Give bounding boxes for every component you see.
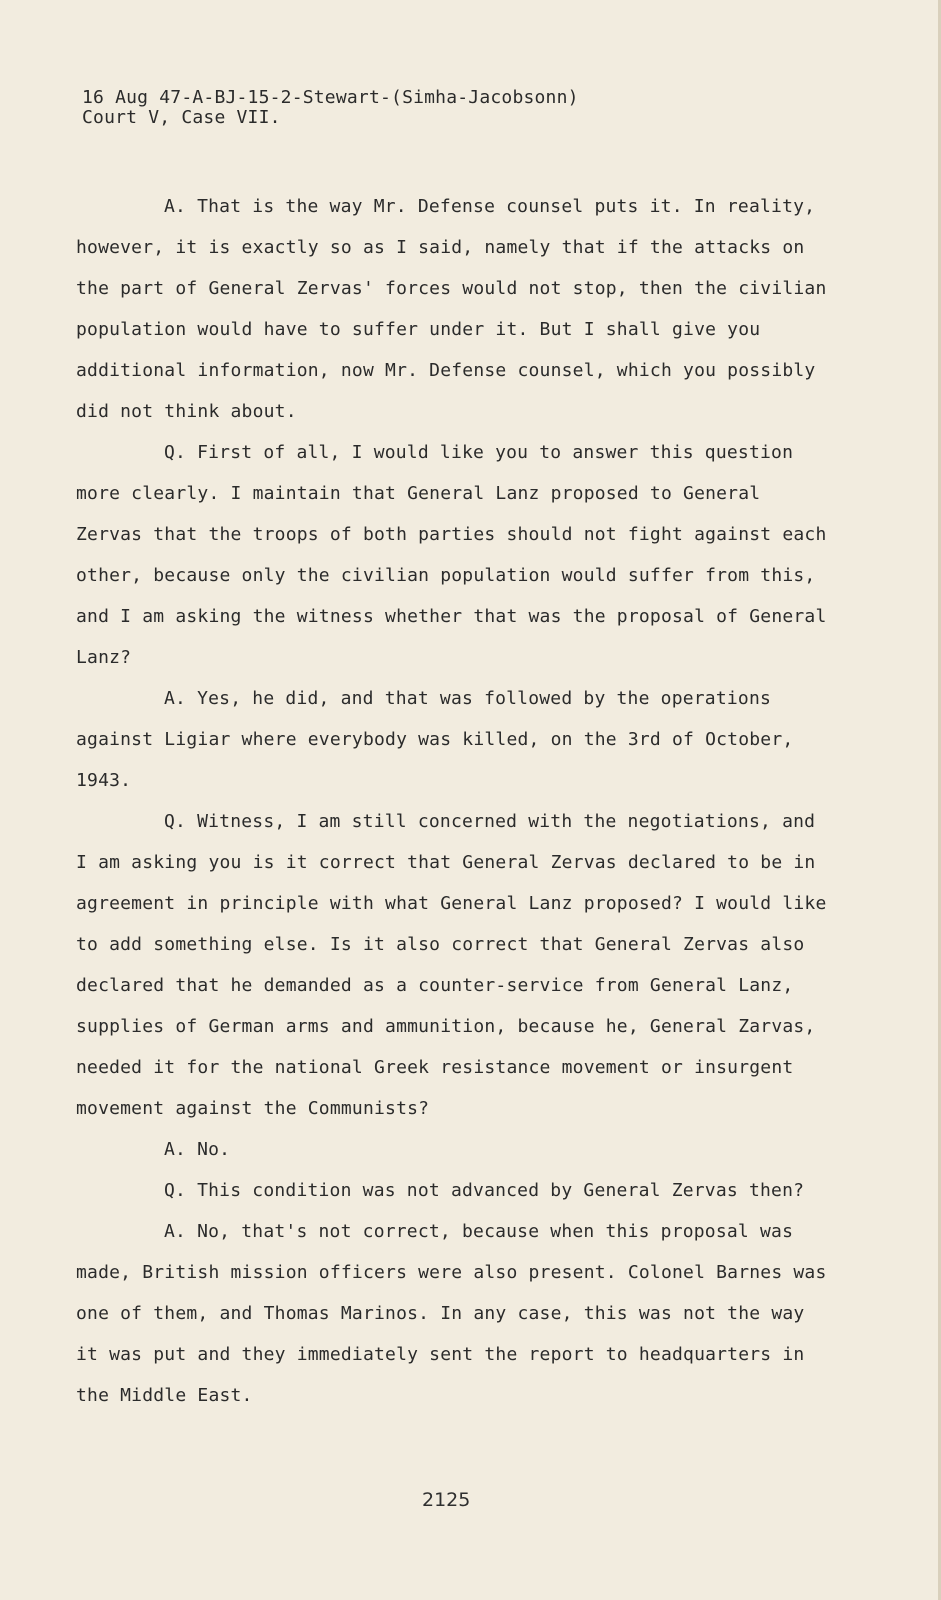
answer-paragraph: A. Yes, he did, and that was followed by the operations against Ligiar where everybody was killed, on the 3rd of October, 1943. — [76, 688, 794, 791]
question-paragraph: Q. This condition was not advanced by General Zervas then? — [164, 1180, 805, 1201]
answer-paragraph: A. No. — [164, 1139, 231, 1160]
transcript-body — [76, 186, 836, 1416]
answer-paragraph: A. That is the way Mr. Defense counsel puts it. In reality, however, it is exactly so as I said, namely that if the attacks on the part of General Zervas' forces would not stop, then the civilian population would have to suffer under it. But I shall give you additional information, now Mr. Defense counsel, which you possibly did not think about. — [76, 196, 827, 422]
page-number: 2125 — [422, 1489, 471, 1511]
document-header — [82, 88, 579, 128]
header-reference-line: 16 Aug 47-A-BJ-15-2-Stewart-(Simha-Jacobsonn) — [82, 87, 579, 108]
answer-paragraph: A. No, that's not correct, because when this proposal was made, British mission officers were also present. Colonel Barnes was one of them, and Thomas Marinos. In any case, this was not the way it was put and they immediately sent the report to headquarters in the Middle East. — [76, 1221, 827, 1406]
header-court-line: Court V, Case VII. — [82, 107, 281, 128]
question-paragraph: Q. Witness, I am still concerned with the negotiations, and I am asking you is it correct that General Zervas declared to be in agreement in principle with what General Lanz proposed? I would like to add something else. Is it also correct that General Zervas also declared that he demanded as a counter-service from General Lanz, supplies of German arms and ammunition, because he, General Zarvas, needed it for the national Greek resistance movement or insurgent movement against the Communists? — [76, 811, 827, 1119]
question-paragraph: Q. First of all, I would like you to answer this question more clearly. I maintain that General Lanz proposed to General Zervas that the troops of both parties should not fight against each other, because only the civilian population would suffer from this, and I am asking the witness whether that was the proposal of General Lanz? — [76, 442, 827, 668]
